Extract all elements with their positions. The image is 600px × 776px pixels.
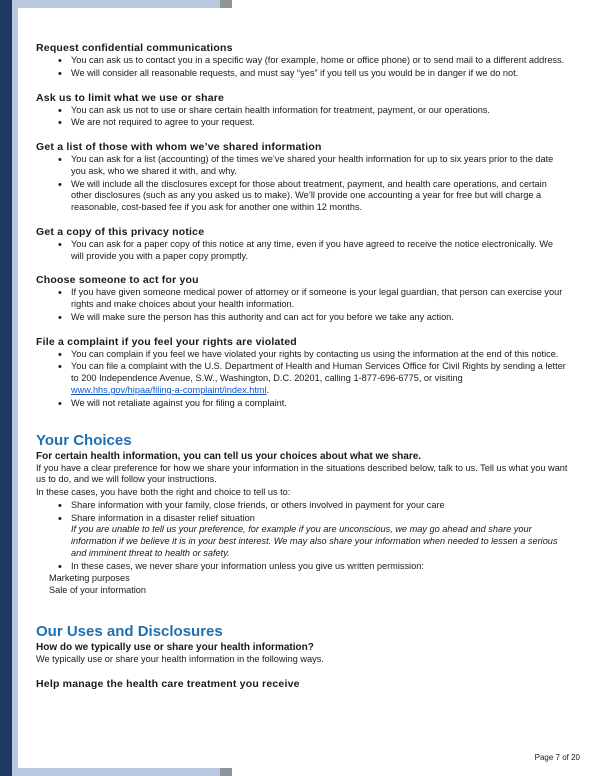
your-choices-paragraph-1: If you have a clear preference for how we share your information in the situations described below, talk to us. Tell us what you want us to do, and we will follow your instructions. [36, 462, 568, 485]
list-item: • You can ask for a paper copy of this notice at any time, even if you have agreed to receive the notice electronically. We will provide you with a paper copy promptly. [58, 239, 568, 263]
list-item: • You can ask us to contact you in a specific way (for example, home or office phone) or to send mail to a different address. [58, 55, 568, 67]
list-item: • You can ask for a list (accounting) of the times we’ve shared your health information for up to six years prior to the date you ask, who we shared it with, and why. [58, 154, 568, 178]
bullet-list-request-confidential-communications [36, 55, 568, 80]
left-accent-bar-dark [0, 0, 12, 776]
section-heading-get-a-copy: Get a copy of this privacy notice [36, 225, 205, 238]
your-choices-paragraph-2: In these cases, you have both the right and choice to tell us to: [36, 487, 291, 498]
list-item-with-link [58, 361, 568, 396]
section-heading-help-manage-treatment: Help manage the health care treatment you receive [36, 677, 300, 690]
list-item: • You can ask us not to use or share certain health information for treatment, payment, or our operations. [58, 105, 568, 117]
our-uses-answer: We typically use or share your health information in the following ways. [36, 653, 324, 664]
list-item-disaster-relief [58, 513, 568, 560]
list-item-text: Share information in a disaster relief situation [71, 512, 255, 523]
bullet-list-your-choices [36, 500, 568, 573]
list-item: • We will make sure the person has this authority and can act for you before we take any action. [58, 312, 568, 324]
page-number-footer: Page 7 of 20 [534, 753, 580, 762]
list-item: • We are not required to agree to your request. [58, 117, 568, 129]
list-item: • If you have given someone medical power of attorney or if someone is your legal guardian, that person can exercise your rights and make choices about your health information. [58, 287, 568, 311]
section-title-our-uses-and-disclosures: Our Uses and Disclosures [36, 622, 223, 640]
section-heading-choose-someone: Choose someone to act for you [36, 274, 199, 287]
bullet-list-get-a-list [36, 154, 568, 214]
hhs-complaint-link[interactable]: www.hhs.gov/hipaa/filing-a-complaint/index.html [71, 385, 267, 396]
list-item-text: In these cases, we never share your information unless you give us written permission: [71, 560, 424, 571]
bullet-list-choose-someone [36, 287, 568, 323]
written-permission-sub-item-sale: Sale of your information [49, 585, 147, 596]
section-title-your-choices: Your Choices [36, 431, 132, 449]
list-item-italic-note: If you are unable to tell us your preference, for example if you are unconscious, we may go ahead and share your information if we believe it is in your best interest. We may also share your information when needed to lessen a serious and imminent threat to health or safety. [71, 524, 558, 558]
written-permission-sub-item-marketing: Marketing purposes [49, 573, 130, 584]
page-content-sheet [18, 8, 590, 768]
section-heading-request-confidential-communications: Request confidential communications [36, 42, 233, 54]
bullet-list-get-a-copy [36, 239, 568, 263]
your-choices-lead: For certain health information, you can tell us your choices about what we share. [36, 450, 422, 462]
list-item-text: You can file a complaint with the U.S. Department of Health and Human Services Office for Civil Rights by sending a letter to 200 Independence Avenue, S.W., Washington, D.C. 20201, calling 1-877-696-6775, or visiting [71, 361, 566, 384]
list-item-text-tail: . [266, 385, 270, 396]
list-item: • You can complain if you feel we have violated your rights by contacting us using the information at the end of this notice. [58, 349, 568, 361]
list-item: • Share information with your family, close friends, or others involved in payment for your care [58, 500, 568, 512]
document-body [36, 42, 568, 690]
list-item: • We will include all the disclosures except for those about treatment, payment, and health care operations, and certain other disclosures (such as any you asked us to make). We’ll provide one accounting a year for free but will charge a reasonable, cost-based fee if you ask for another one within 12 months. [58, 179, 568, 214]
bullet-list-file-a-complaint [36, 349, 568, 410]
list-item: • We will consider all reasonable requests, and must say “yes” if you tell us you would be in danger if we do not. [58, 68, 568, 80]
bullet-list-ask-us-to-limit [36, 105, 568, 130]
section-heading-get-a-list: Get a list of those with whom we’ve shared information [36, 141, 322, 154]
list-item: • We will not retaliate against you for filing a complaint. [58, 398, 568, 410]
our-uses-question: How do we typically use or share your health information? [36, 641, 314, 653]
section-heading-file-a-complaint: File a complaint if you feel your rights are violated [36, 335, 297, 348]
list-item-written-permission [58, 561, 568, 573]
section-heading-ask-us-to-limit: Ask us to limit what we use or share [36, 91, 225, 104]
